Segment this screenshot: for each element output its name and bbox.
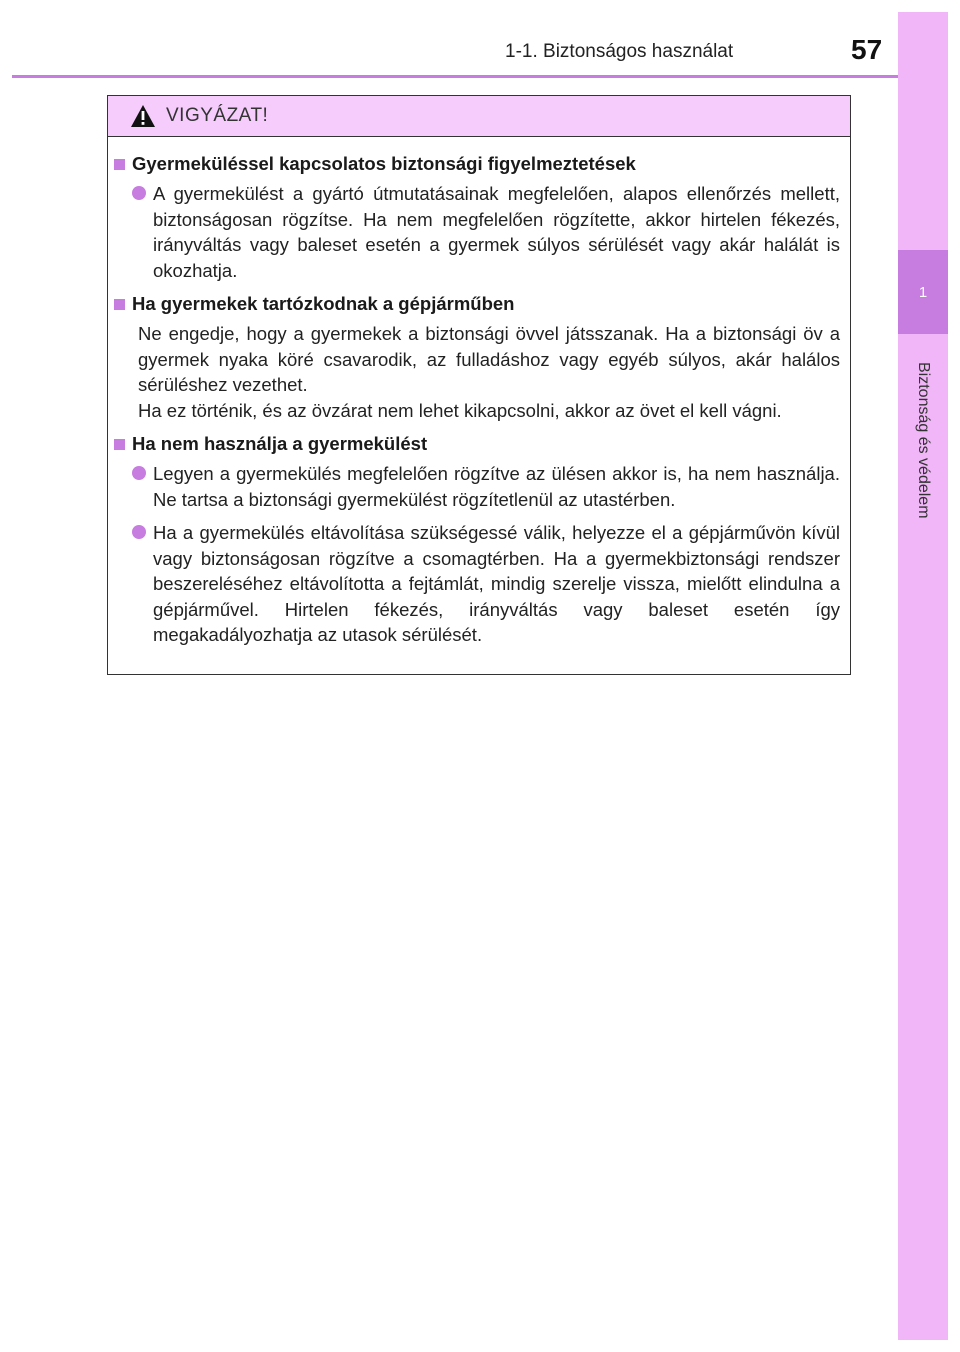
bullet-text: Ha a gyermekülés eltávolítása szükségessé válik, helyezze el a gépjárművön kívül vagy biztonságosan rögzítve a csomagtérben. Ha a gyermekbiztonsági rendszer beszereléséhez eltávolította a fejtámlát, mindig szerelje vissza, mielőtt elindulna a gépjárművel. Hirtelen fékezés, irányváltás vagy baleset esetén így megakadályozhatja az utasok sérülését. — [153, 522, 840, 645]
section-heading-text: Ha gyermekek tartózkodnak a gépjárműben — [132, 293, 515, 314]
square-bullet-icon — [114, 439, 125, 450]
warning-body — [108, 137, 850, 648]
section-heading — [114, 153, 840, 175]
circle-bullet-icon — [132, 186, 146, 200]
header-divider — [12, 75, 898, 78]
bullet-item — [132, 520, 840, 648]
header-section-title: 1-1. Biztonságos használat — [505, 41, 734, 62]
bullet-text: Legyen a gyermekülés megfelelően rögzítve az ülésen akkor is, ha nem használja. Ne tartsa a biztonsági gyermekülést rögzítetlenül az utastérben. — [153, 463, 840, 510]
warning-label: VIGYÁZAT! — [166, 105, 269, 126]
square-bullet-icon — [114, 159, 125, 170]
warning-box — [107, 95, 851, 675]
warning-section — [114, 293, 840, 423]
warning-section — [114, 433, 840, 648]
bullet-item — [132, 181, 840, 283]
chapter-title-tab — [898, 340, 948, 540]
circle-bullet-icon — [132, 466, 146, 480]
section-heading — [114, 433, 840, 455]
chapter-side-strip — [898, 12, 948, 1340]
warning-triangle-icon — [130, 104, 156, 128]
chapter-title: Biztonság és védelem — [915, 361, 932, 519]
section-heading-text: Gyermeküléssel kapcsolatos biztonsági figyelmeztetések — [132, 153, 636, 174]
circle-bullet-icon — [132, 525, 146, 539]
warning-section — [114, 153, 840, 283]
bullet-text: A gyermekülést a gyártó útmutatásainak megfelelően, alapos ellenőrzés mellett, biztonságosan rögzítse. Ha nem megfelelően rögzítette, akkor hirtelen fékezés, irányváltás vagy baleset esetén a gyermek súlyos sérülését vagy akár halálát is okozhatja. — [153, 183, 840, 281]
chapter-number-tab — [898, 250, 948, 334]
paragraph: Ne engedje, hogy a gyermekek a biztonsági övvel játsszanak. Ha a biztonsági öv a gyermek nyaka köré csavarodik, az fulladáshoz vagy egyéb súlyos, akár halálos sérüléshez vezethet. — [138, 323, 840, 395]
warning-header — [108, 96, 850, 137]
paragraph: Ha ez történik, és az övzárat nem lehet kikapcsolni, akkor az övet el kell vágni. — [138, 399, 782, 421]
section-heading-text: Ha nem használja a gyermekülést — [132, 433, 428, 454]
page-number: 57 — [851, 34, 883, 65]
section-paragraphs — [138, 321, 840, 423]
section-heading — [114, 293, 840, 315]
chapter-number: 1 — [918, 283, 928, 301]
square-bullet-icon — [114, 299, 125, 310]
bullet-item — [132, 461, 840, 512]
